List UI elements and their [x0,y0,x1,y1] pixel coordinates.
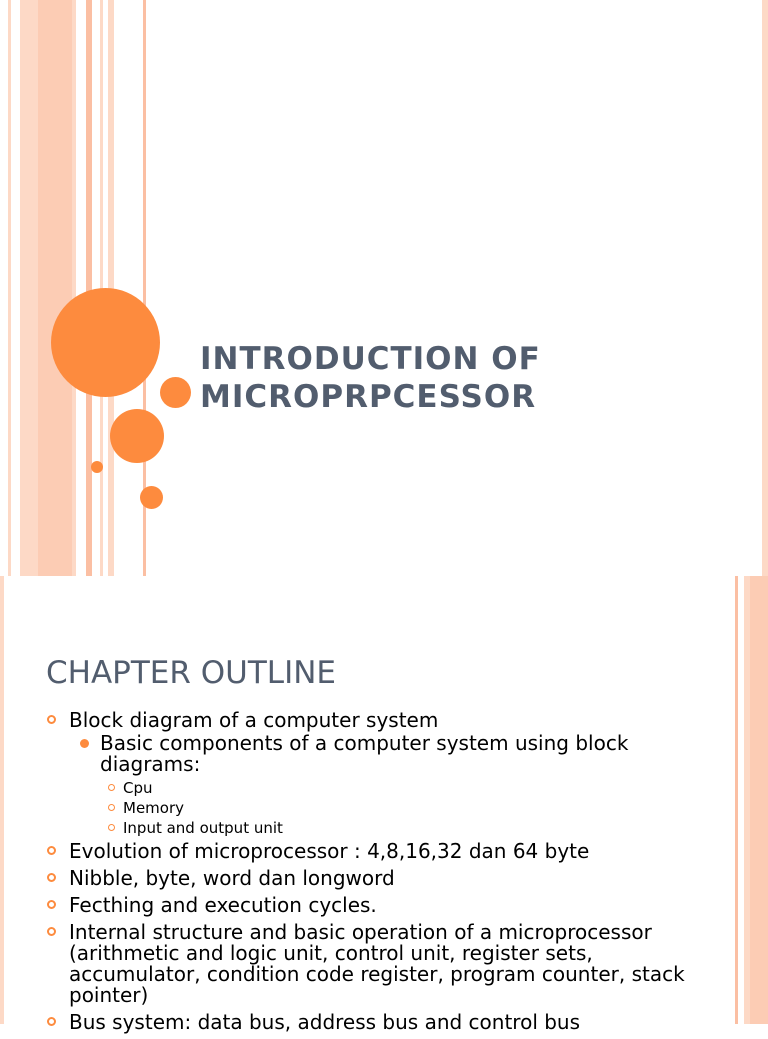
decorative-stripe [8,0,11,576]
outline-subsubitem: Memory [108,798,686,818]
outline-subsubitem: Input and output unit [108,818,686,838]
outline-item: Evolution of microprocessor : 4,8,16,32 dan 64 byte [46,841,686,862]
outline-item: Block diagram of a computer system [46,710,686,731]
decorative-stripe [38,0,72,576]
decorative-circle-small [160,377,191,408]
outline-subsubitem: Cpu [108,778,686,798]
decorative-stripe [735,576,738,1024]
decorative-stripe [72,0,76,576]
decorative-stripe [750,576,768,1024]
decorative-circle-tiny [91,461,103,473]
outline-item: Bus system: data bus, address bus and control bus [46,1012,686,1033]
outline-list [46,710,686,1039]
outline-heading: CHAPTER OUTLINE [46,655,336,691]
decorative-stripe [762,0,768,576]
outline-item: Internal structure and basic operation of a microprocessor (arithmetic and logic unit, control unit, register sets, accumulator, condition code register, program counter, stack pointer) [46,922,686,1006]
decorative-stripe [86,0,92,576]
outline-subitem: Basic components of a computer system using block diagrams: [77,733,686,775]
slide-title [200,340,541,416]
decorative-stripe [0,576,4,1024]
slide-title-line-2: MICROPRPCESSOR [200,379,537,415]
decorative-circle-medium [110,409,164,463]
outline-item: Fecthing and execution cycles. [46,895,686,916]
slide-title-line-1: INTRODUCTION OF [200,341,541,377]
outline-item: Nibble, byte, word dan longword [46,868,686,889]
decorative-circle-small [140,486,163,509]
decorative-stripe [20,0,38,576]
decorative-circle-large [51,288,160,397]
